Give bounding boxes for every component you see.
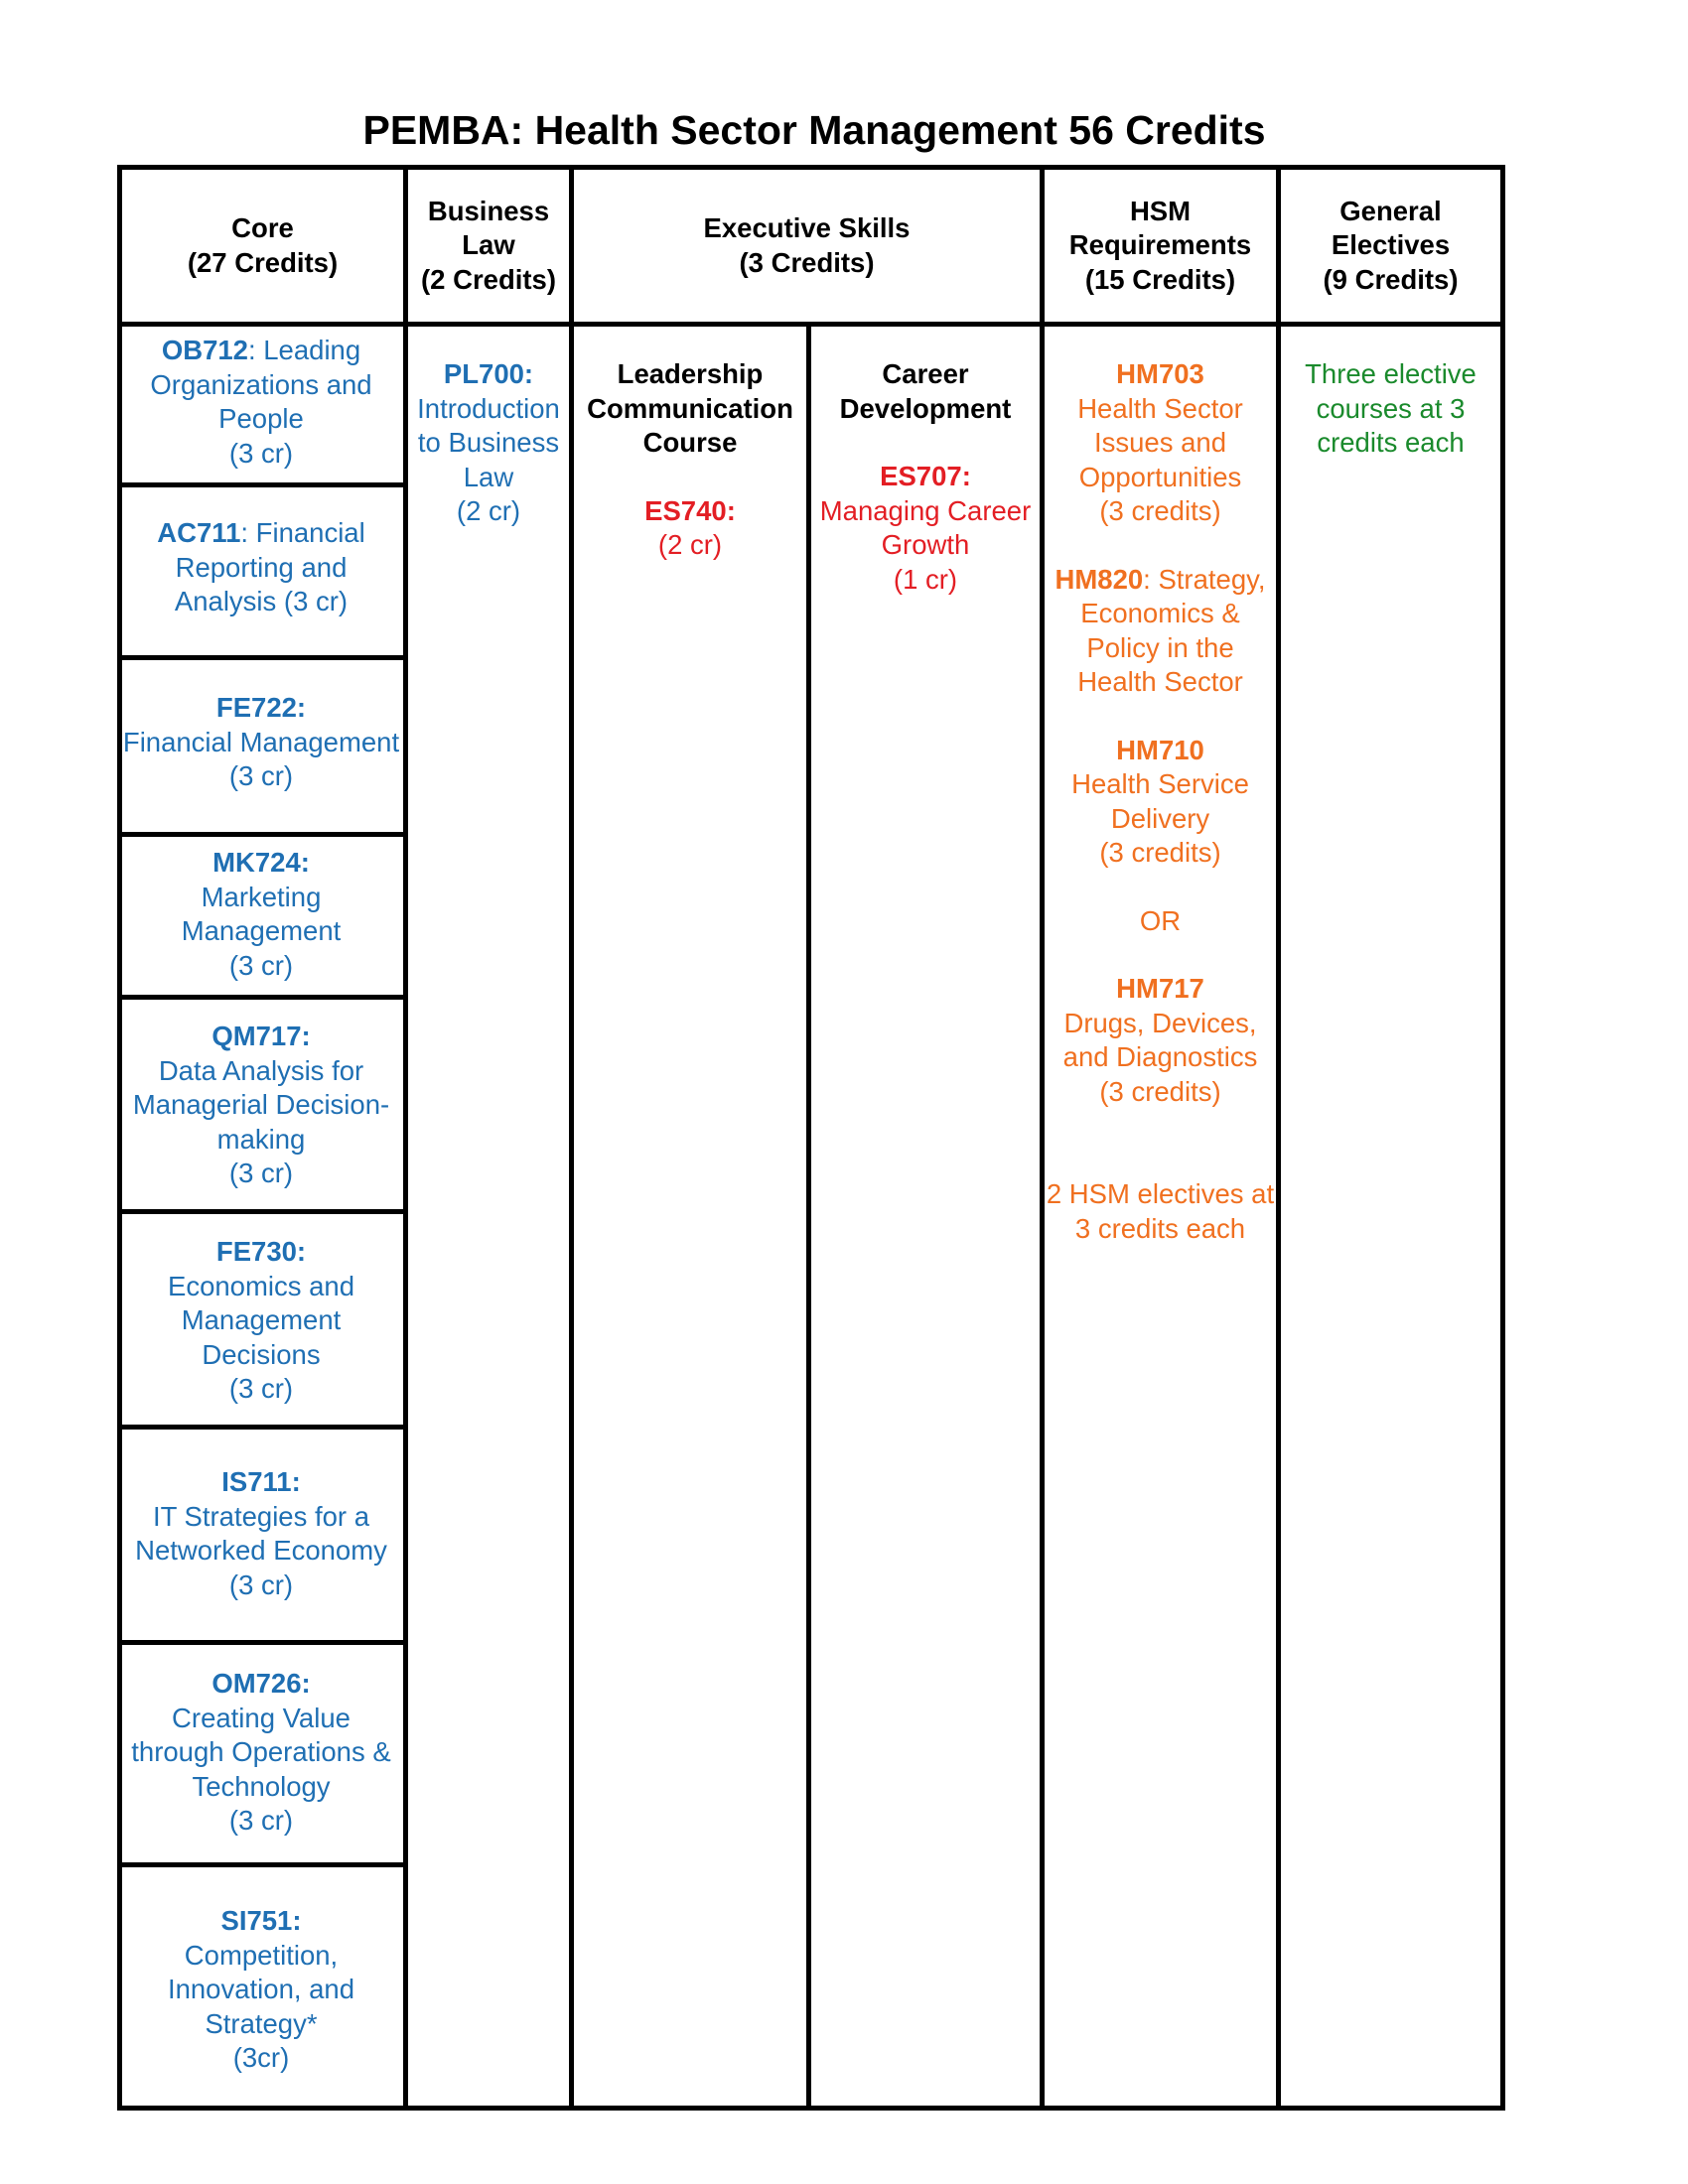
text-line: Innovation, and	[167, 1974, 355, 2004]
text-line: Law	[463, 461, 514, 492]
text-line: (3 cr)	[228, 1158, 294, 1188]
row-divider	[117, 1640, 405, 1645]
text-line: Core	[231, 212, 294, 243]
text-line: (9 Credits)	[1323, 263, 1459, 295]
text-line: Law	[462, 229, 515, 261]
text-line: OB712	[161, 335, 248, 365]
text-line: Course	[642, 427, 738, 458]
text-line: OM726:	[211, 1668, 311, 1699]
text-line: Issues and	[1093, 427, 1226, 458]
text-line: FE722:	[215, 692, 307, 723]
or-label: OR	[1139, 904, 1182, 936]
text-line: Networked Economy	[135, 1535, 387, 1566]
text-line: Technology	[192, 1770, 331, 1802]
text-line: Marketing	[201, 881, 322, 912]
text-line: Business	[427, 195, 550, 226]
text-line: credits each	[1317, 427, 1465, 458]
text-line: : Leading	[247, 335, 361, 365]
core-course-si751	[117, 1904, 405, 2076]
text-line: (15 Credits)	[1084, 263, 1236, 295]
table-border-bottom	[117, 2106, 1505, 2111]
hm717-code: HM717	[1116, 973, 1204, 1004]
row-divider	[117, 1209, 405, 1214]
text-line: : Strategy,	[1143, 563, 1266, 595]
core-course-ac711	[117, 516, 405, 619]
text-line: Health Service	[1071, 768, 1249, 799]
text-line: 2 HSM electives at	[1046, 1178, 1275, 1209]
text-line: (27 Credits)	[187, 246, 339, 278]
text-line: ES740:	[644, 494, 736, 526]
text-line: Requirements	[1068, 229, 1252, 261]
text-line: (3 cr)	[228, 1569, 294, 1600]
text-line: Strategy*	[205, 2007, 318, 2039]
text-line: (3 credits)	[1099, 837, 1221, 868]
text-line: (3 cr)	[228, 760, 294, 791]
text-line: Three elective	[1305, 358, 1477, 389]
text-line: Electives	[1331, 229, 1451, 261]
business-law-pl700	[405, 357, 572, 529]
text-line: Data Analysis for	[158, 1054, 364, 1086]
text-line: (3 credits)	[1099, 495, 1221, 526]
text-line: (1 cr)	[893, 563, 958, 595]
text-line: SI751:	[220, 1905, 302, 1936]
header-hsm-requirements	[1045, 170, 1276, 322]
core-course-ob712	[117, 334, 405, 471]
hm710-code: HM710	[1116, 734, 1204, 765]
text-line: Management	[181, 1304, 342, 1335]
text-line: (2 cr)	[456, 495, 521, 526]
text-line: Competition,	[184, 1939, 339, 1971]
text-line: (3 credits)	[1099, 1075, 1221, 1107]
text-line: Economics &	[1080, 598, 1240, 628]
text-line: Executive Skills	[703, 212, 911, 243]
header-executive-skills	[574, 170, 1040, 322]
text-line: Opportunities	[1078, 461, 1242, 492]
core-course-fe722	[117, 691, 405, 794]
leadership-course	[572, 357, 808, 563]
text-line: Reporting and	[175, 551, 348, 583]
hsm-requirements-list	[1042, 357, 1279, 1246]
text-line: (2 cr)	[657, 529, 723, 560]
text-line: MK724:	[212, 847, 310, 878]
text-line: (3cr)	[232, 2042, 290, 2073]
curriculum-table	[117, 165, 1505, 2111]
page-title: PEMBA: Health Sector Management 56 Credits	[362, 107, 1266, 153]
text-line: AC711	[157, 517, 241, 548]
text-line: Decisions	[202, 1338, 321, 1370]
text-line: Communication	[587, 392, 793, 424]
row-divider	[117, 995, 405, 1000]
core-course-qm717	[117, 1020, 405, 1191]
header-divider	[117, 322, 1505, 327]
text-line: Growth	[881, 529, 970, 560]
text-line: PL700:	[443, 358, 534, 389]
text-line: (2 Credits)	[421, 263, 556, 295]
text-line: Health Sector	[1077, 392, 1243, 424]
text-line: to Business	[417, 427, 560, 458]
text-line: Management	[181, 915, 342, 946]
text-line: (3 cr)	[228, 1805, 294, 1836]
row-divider	[117, 482, 405, 487]
header-core	[122, 170, 403, 322]
text-line: People	[218, 403, 304, 434]
text-line: : Financial	[240, 517, 365, 548]
text-line: Introduction	[417, 392, 560, 424]
header-general-electives	[1281, 170, 1500, 322]
hm703-code: HM703	[1116, 358, 1204, 389]
text-line: Managerial Decision-	[132, 1089, 390, 1120]
text-line: Delivery	[1110, 802, 1210, 834]
text-line: Financial Management	[122, 726, 400, 757]
row-divider	[117, 1862, 405, 1867]
hm820-code: HM820	[1055, 563, 1144, 595]
text-line: (3 Credits)	[739, 246, 875, 278]
text-line: (3 cr)	[228, 437, 294, 469]
core-course-mk724	[117, 846, 405, 983]
text-line: making	[216, 1123, 306, 1155]
row-divider	[117, 832, 405, 837]
text-line: ES707:	[880, 461, 971, 491]
career-development-course	[808, 357, 1043, 597]
row-divider	[117, 655, 405, 660]
row-divider	[117, 1425, 405, 1430]
text-line: and Diagnostics	[1062, 1041, 1258, 1072]
text-line: IT Strategies for a	[152, 1500, 370, 1532]
text-line: courses at 3	[1316, 392, 1466, 424]
text-line: FE730:	[215, 1236, 307, 1267]
general-electives-note	[1278, 357, 1503, 461]
text-line: Development	[839, 392, 1012, 424]
text-line: Drugs, Devices,	[1063, 1007, 1257, 1038]
text-line: through Operations &	[131, 1736, 391, 1767]
text-line: Leadership	[617, 358, 764, 389]
text-line: IS711:	[221, 1466, 301, 1497]
text-line: (3 cr)	[228, 1373, 294, 1404]
text-line: Managing Career	[819, 494, 1032, 526]
text-line: Health Sector	[1077, 666, 1243, 697]
text-line: General	[1339, 195, 1442, 226]
core-course-fe730	[117, 1235, 405, 1407]
core-course-is711	[117, 1465, 405, 1602]
text-line: Economics and	[167, 1270, 354, 1301]
text-line: (3 cr)	[228, 949, 294, 981]
text-line: Organizations and	[150, 368, 372, 400]
text-line: HSM	[1129, 195, 1192, 226]
text-line: Career	[882, 358, 969, 389]
header-business-law	[408, 170, 569, 322]
text-line: QM717:	[211, 1021, 311, 1051]
text-line: 3 credits each	[1074, 1212, 1246, 1244]
core-course-om726	[117, 1667, 405, 1839]
text-line: Analysis (3 cr)	[174, 586, 349, 616]
text-line: Policy in the	[1086, 631, 1234, 663]
text-line: Creating Value	[172, 1702, 351, 1733]
